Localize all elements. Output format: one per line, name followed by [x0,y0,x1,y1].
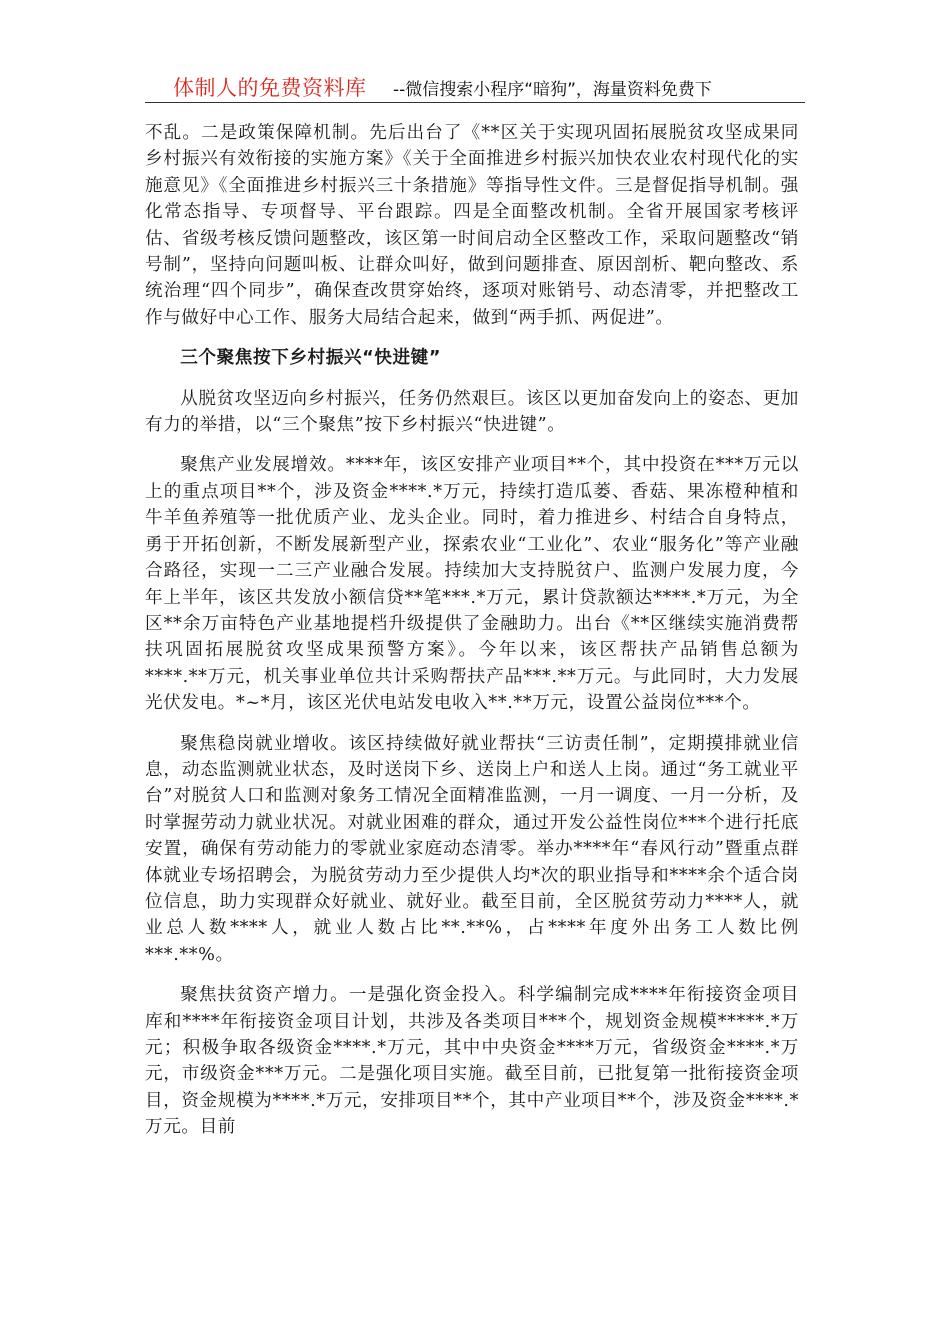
paragraph-continued: 不乱。二是政策保障机制。先后出台了《**区关于实现巩固拓展脱贫攻坚成果同乡村振兴有效衔接的实施方案》《关于全面推进乡村振兴加快农业农村现代化的实施意见》《全面推进乡村振兴三十条措施》等指导性文件。三是督促指导机制。强化常态指导、专项督导、平台跟踪。四是全面整改机制。全省开展国家考核评估、省级考核反馈问题整改，该区第一时间启动全区整改工作，采取问题整改“销号制”，坚持向问题叫板、让群众叫好，做到问题排查、原因剖析、靶向整改、系统治理“四个同步”，确保查改贯穿始终，逐项对账销号、动态清零，并把整改工作与做好中心工作、服务大局结合起来，做到“两手抓、两促进”。 [145,123,799,328]
paragraph-industry: 聚焦产业发展增效。****年，该区安排产业项目**个，其中投资在***万元以上的重点项目**个，涉及资金****.*万元，持续打造瓜蒌、香菇、果冻橙种植和牛羊鱼养殖等一批优质产业、龙头企业。同时，着力推进乡、村结合自身特点，勇于开拓创新，不断发展新型产业，探索农业“工业化”、农业“服务化”等产业融合路径，实现一二三产业融合发展。持续加大支持脱贫户、监测户发展力度，今年上半年，该区共发放小额信贷**笔***.*万元，累计贷款额达****.*万元，为全区**余万亩特色产业基地提档升级提供了金融助力。出台《**区继续实施消费帮扶巩固拓展脱贫攻坚成果预警方案》。今年以来，该区帮扶产品销售总额为****.**万元，机关事业单位共计采购帮扶产品***.**万元。与此同时，大力发展光伏发电。*~*月，该区光伏电站发电收入**.**万元，设置公益岗位***个。 [145,455,799,714]
header-tagline: --微信搜索小程序“暗狗”，海量资料免费下 [393,80,712,100]
section-heading: 三个聚焦按下乡村振兴“快进键” [180,348,442,369]
header-brand: 体制人的免费资料库 [173,76,367,100]
paragraph-employment: 聚焦稳岗就业增收。该区持续做好就业帮扶“三访责任制”，定期摸排就业信息，动态监测就业状态，及时送岗下乡、送岗上户和送人上岗。通过“务工就业平台”对脱贫人口和监测对象务工情况全面精准监测，一月一调度、一月一分析，及时掌握劳动力就业状况。对就业困难的群众，通过开发公益性岗位***个进行托底安置，确保有劳动能力的零就业家庭动态清零。举办****年“春风行动”暨重点群体就业专场招聘会，为脱贫劳动力至少提供人均*次的职业指导和****余个适合岗位信息，助力实现群众好就业、就好业。截至目前，全区脱贫劳动力****人，就业总人数****人，就业人数占比**.**%，占****年度外出务工人数比例***.**%。 [145,733,799,965]
document-body [145,120,799,1155]
paragraph-assets: 聚焦扶贫资产增力。一是强化资金投入。科学编制完成****年衔接资金项目库和****年衔接资金项目计划，共涉及各类项目***个，规划资金规模*****.*万元；积极争取各级资金****.*万元，其中中央资金****万元，省级资金****.*万元，市级资金***万元。二是强化项目实施。截至目前，已批复第一批衔接资金项目，资金规模为****.*万元，安排项目**个，其中产业项目**个，涉及资金****.*万元。目前 [145,985,799,1138]
page-header [145,72,805,103]
paragraph-intro: 从脱贫攻坚迈向乡村振兴，任务仍然艰巨。该区以更加奋发向上的姿态、更加有力的举措，以“三个聚焦”按下乡村振兴“快进键”。 [145,388,799,436]
